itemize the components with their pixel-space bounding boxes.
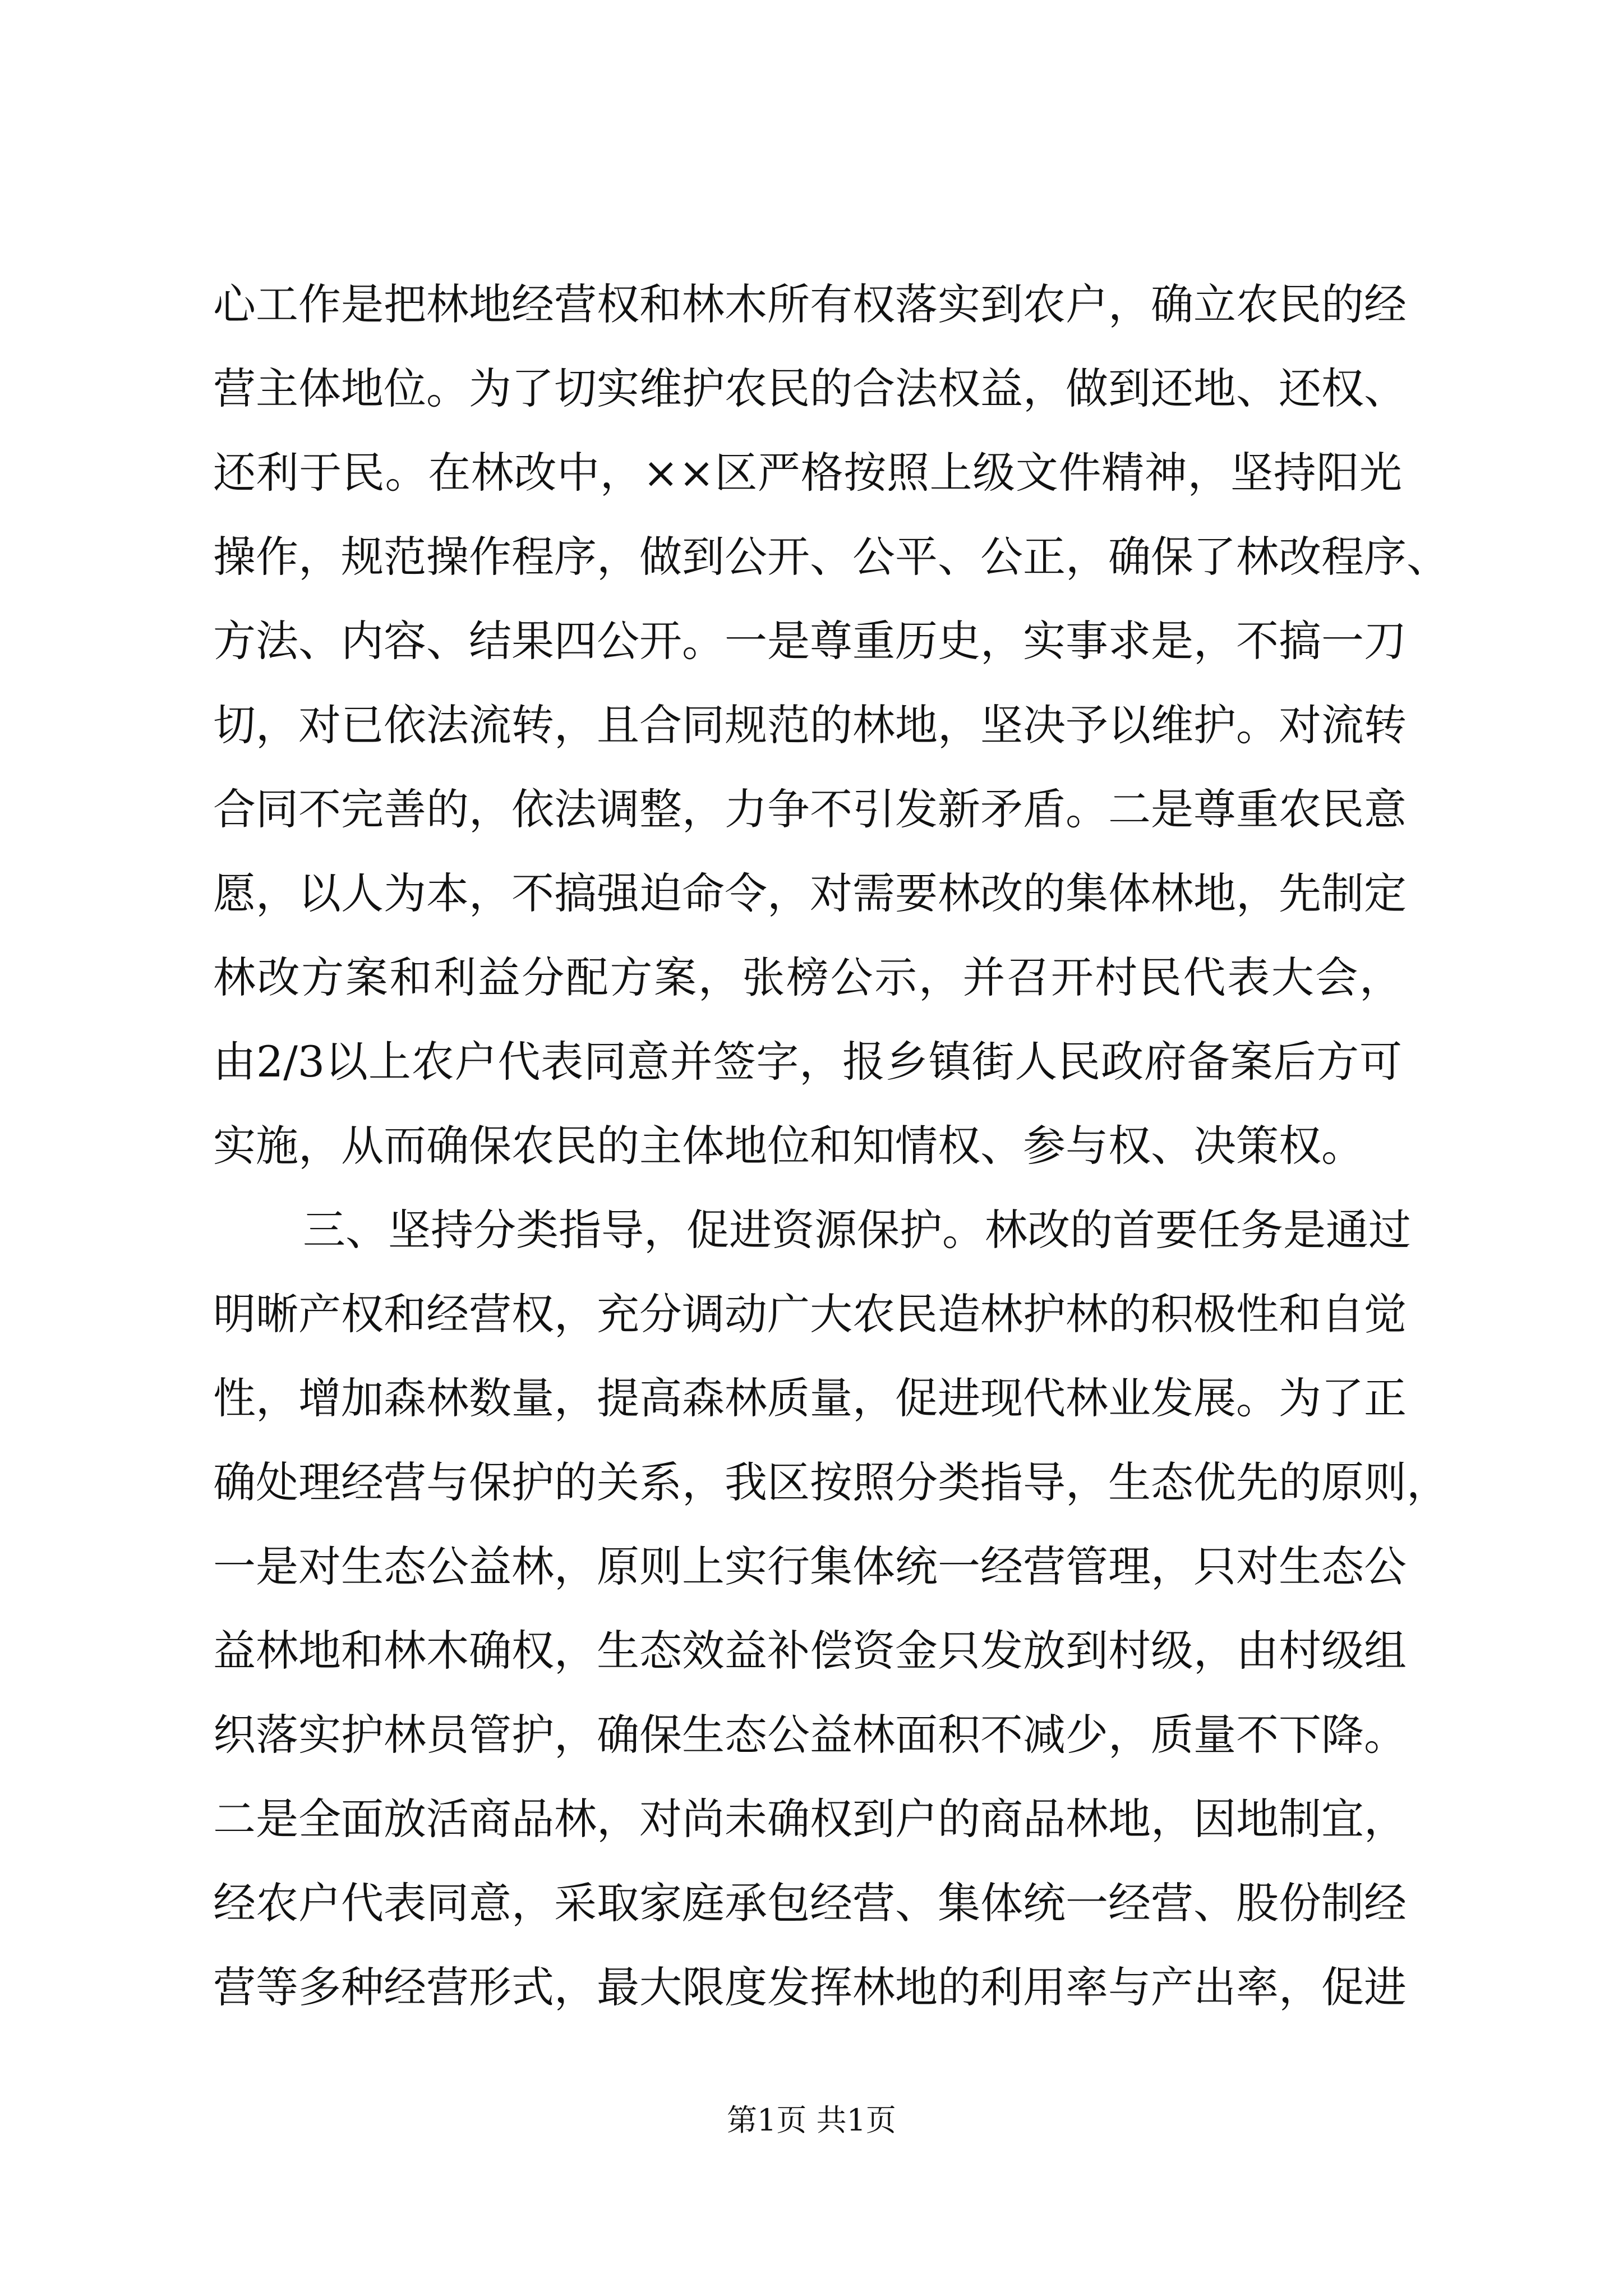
text-line: 二是全面放活商品林，对尚未确权到户的商品林地，因地制宜，: [213, 1794, 1407, 1844]
text-line: 还利于民。在林改中，××区严格按照上级文件精神，坚持阳光: [213, 448, 1402, 498]
text-line: 性，增加森林数量，提高森林质量，促进现代林业发展。为了正: [213, 1373, 1407, 1423]
text-line: 益林地和林木确权，生态效益补偿资金只发放到村级，由村级组: [213, 1626, 1407, 1676]
text-line: 心工作是把林地经营权和林木所有权落实到农户，确立农民的经: [213, 279, 1407, 329]
text-line: 林改方案和利益分配方案，张榜公示，并召开村民代表大会，: [213, 953, 1402, 1002]
text-line: 合同不完善的，依法调整，力争不引发新矛盾。二是尊重农民意: [213, 784, 1407, 834]
text-line: 操作，规范操作程序，做到公开、公平、公正，确保了林改程序、: [213, 532, 1449, 582]
text-line: 实施，从而确保农民的主体地位和知情权、参与权、决策权。: [213, 1121, 1364, 1171]
text-line: 愿，以人为本，不搞强迫命令，对需要林改的集体林地，先制定: [213, 868, 1407, 918]
text-line: 由2/3以上农户代表同意并签字，报乡镇街人民政府备案后方可: [213, 1037, 1402, 1087]
text-line: 经农户代表同意，采取家庭承包经营、集体统一经营、股份制经: [213, 1878, 1407, 1928]
text-line: 明晰产权和经营权，充分调动广大农民造林护林的积极性和自觉: [213, 1289, 1407, 1339]
text-line: 切，对已依法流转，且合同规范的林地，坚决予以维护。对流转: [213, 700, 1407, 750]
paragraph-start-line: 三、坚持分类指导，促进资源保护。林改的首要任务是通过: [303, 1205, 1411, 1255]
text-line: 织落实护林员管护，确保生态公益林面积不减少，质量不下降。: [213, 1710, 1407, 1760]
text-line: 营主体地位。为了切实维护农民的合法权益，做到还地、还权、: [213, 364, 1407, 413]
page-footer: 第1页 共1页: [727, 2102, 896, 2138]
text-line: 确处理经营与保护的关系，我区按照分类指导，生态优先的原则，: [213, 1457, 1449, 1507]
text-line: 一是对生态公益林，原则上实行集体统一经营管理，只对生态公: [213, 1542, 1407, 1591]
body-text: [213, 263, 1449, 2030]
text-line: 营等多种经营形式，最大限度发挥林地的利用率与产出率，促进: [213, 1962, 1407, 2012]
text-line: 方法、内容、结果四公开。一是尊重历史，实事求是，不搞一刀: [213, 616, 1407, 666]
